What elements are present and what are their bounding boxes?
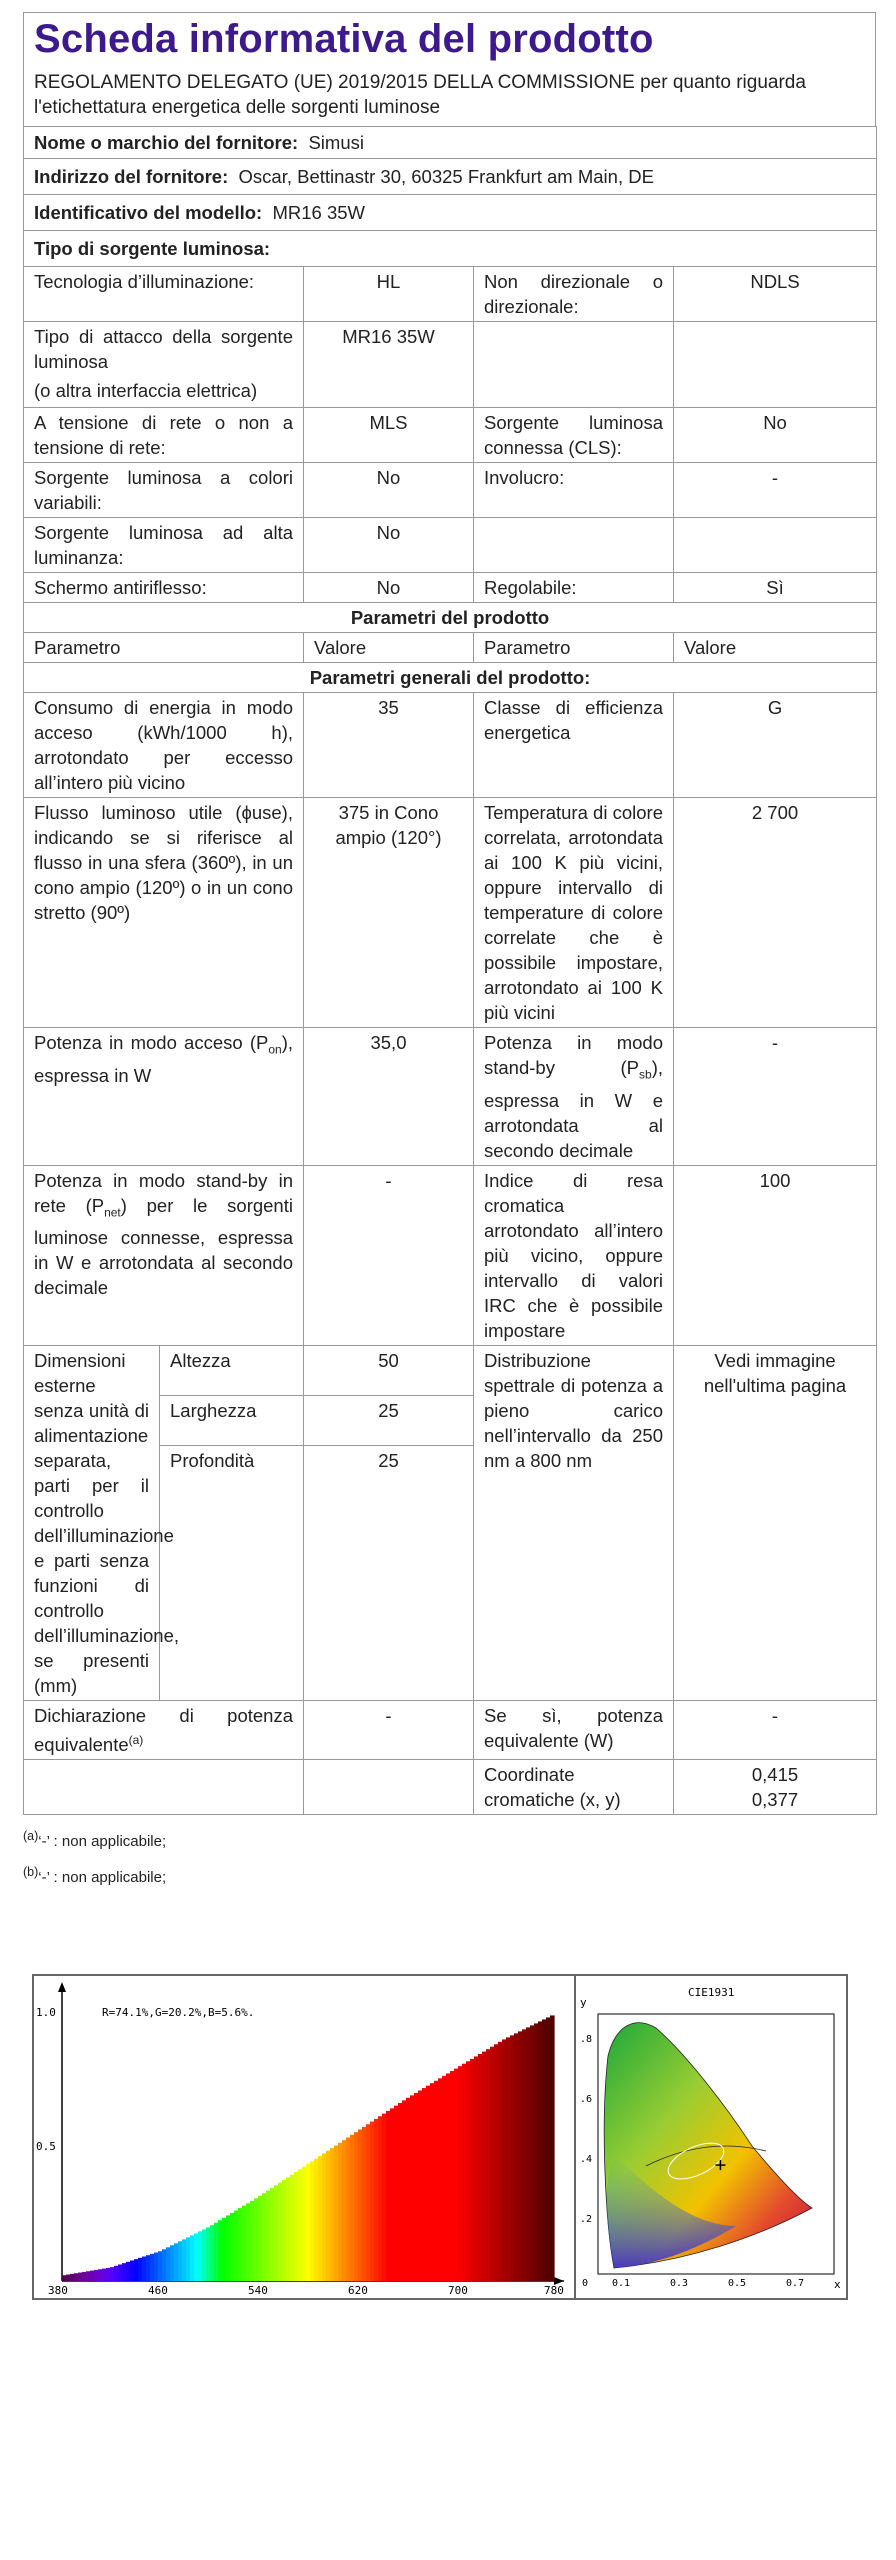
spectrum-bar: [186, 2237, 191, 2281]
spectrum-bar: [110, 2267, 115, 2281]
spectrum-bar: [438, 2078, 443, 2281]
cie-svg: [576, 1976, 846, 2298]
spectrum-bar: [90, 2271, 95, 2281]
spectrum-bar: [498, 2042, 503, 2281]
spectrum-bar: [370, 2122, 375, 2281]
spectrum-bar: [114, 2266, 119, 2281]
spectrum-bar: [118, 2264, 123, 2281]
column-header-row: [24, 633, 877, 663]
spectrum-bar: [234, 2211, 239, 2281]
spd-value: Vedi immagine nell'ultima pagina: [674, 1345, 877, 1700]
energy-value: 35: [304, 693, 474, 798]
cct-label: Temperatura di colore correlata, arrotondata ai 100 K più vicini, oppure intervallo di temperature di colore correlate che è possibile impostare, arrotondato ai 100 K più vicini: [474, 798, 674, 1028]
colour-label: Sorgente luminosa a colori variabili:: [24, 463, 304, 518]
spectrum-bar: [422, 2088, 427, 2281]
spectrum-bar: [158, 2251, 163, 2281]
x-tick-380: 380: [48, 2284, 68, 2297]
cap-row: [24, 322, 877, 408]
spectrum-bar: [310, 2161, 315, 2281]
col-value-2: Valore: [674, 633, 877, 663]
y-tick-1: 1.0: [36, 2006, 56, 2019]
spectrum-bar: [266, 2191, 271, 2281]
col-value-1: Valore: [304, 633, 474, 663]
footnote-a: $^{(a)}$‘-’ : non applicabile;: [23, 1828, 167, 1850]
cie-x-tick-01: 0.1: [612, 2278, 631, 2289]
spectrum-bar: [402, 2100, 407, 2281]
spectrum-bar: [478, 2054, 483, 2281]
spectrum-bar: [274, 2185, 279, 2281]
spectrum-bar: [250, 2201, 255, 2281]
cie-y-label: y: [580, 1996, 587, 2009]
spectrum-bar: [350, 2135, 355, 2281]
spectrum-bar: [362, 2127, 367, 2281]
cls-label: Sorgente luminosa connessa (CLS):: [474, 408, 674, 463]
spectrum-bar: [230, 2213, 235, 2281]
cie-x-tick-0: 0: [582, 2278, 589, 2289]
supplier-address-label: Indirizzo del fornitore:: [34, 166, 229, 187]
height-label: Altezza: [160, 1345, 304, 1395]
psb-value: -: [674, 1028, 877, 1166]
spectrum-bar: [378, 2116, 383, 2281]
cap-value: MR16 35W: [304, 322, 474, 408]
spectrum-bar: [182, 2239, 187, 2281]
equiv-label: Dichiarazione di potenza equivalente$^{(a)}$: [24, 1700, 304, 1759]
charts-panel: [32, 1974, 848, 2300]
spectrum-bar: [510, 2035, 515, 2281]
cct-value: 2 700: [674, 798, 877, 1028]
spectrum-bar: [102, 2269, 107, 2281]
spectrum-bar: [466, 2061, 471, 2281]
spectrum-bar: [374, 2119, 379, 2281]
spectrum-bar: [174, 2243, 179, 2281]
spectrum-bar: [430, 2083, 435, 2281]
spectrum-bar: [398, 2103, 403, 2281]
spectrum-bar: [426, 2086, 431, 2281]
spd-label: Distribuzione spettrale di potenza a pieno carico nell’intervallo da 250 nm a 800 nm: [474, 1345, 674, 1700]
general-params-header: Parametri generali del prodotto:: [24, 663, 877, 693]
spectrum-bar: [390, 2108, 395, 2281]
spectrum-rgb-text: R=74.1%,G=20.2%,B=5.6%.: [102, 2006, 255, 2019]
spectrum-bar: [494, 2044, 499, 2281]
spectrum-bar: [470, 2059, 475, 2281]
spectrum-bar: [458, 2066, 463, 2281]
spectrum-bar: [122, 2263, 127, 2281]
psb-label: Potenza in modo stand-by $(P_{sb})$, espressa in W e arrotondata al secondo decimale: [474, 1028, 674, 1166]
spectrum-bar: [106, 2268, 111, 2281]
spectrum-bar: [522, 2029, 527, 2281]
supplier-address: Oscar, Bettinastr 30, 60325 Frankfurt am Main, DE: [238, 166, 654, 187]
chroma-y: 0,377: [751, 1788, 799, 1810]
spectrum-bar: [70, 2274, 75, 2281]
cie-y-tick-08: .8: [580, 2034, 593, 2045]
spectrum-bar: [454, 2069, 459, 2281]
col-param-1: Parametro: [24, 633, 304, 663]
spectrum-svg: [34, 1976, 574, 2298]
hlls-label: Sorgente luminosa ad alta luminanza:: [24, 518, 304, 573]
light-source-type-label: Tipo di sorgente luminosa:: [34, 238, 271, 259]
spectrum-bar: [66, 2275, 71, 2281]
spectrum-bar: [294, 2172, 299, 2281]
spectrum-bar: [386, 2111, 391, 2281]
spectrum-bar: [326, 2151, 331, 2281]
spectrum-bar: [506, 2037, 511, 2281]
nondir-value: NDLS: [674, 267, 877, 322]
model-id-row: [24, 195, 877, 231]
spectrum-bar: [302, 2167, 307, 2281]
supplier-name-label: Nome o marchio del fornitore:: [34, 132, 299, 153]
spectrum-bar: [242, 2206, 247, 2281]
spectrum-bar: [502, 2039, 507, 2281]
cie-x-tick-07: 0.7: [786, 2278, 805, 2289]
efficiency-class-value: G: [674, 693, 877, 798]
cie-y-tick-04: .4: [580, 2154, 593, 2165]
spectrum-bar: [126, 2262, 131, 2281]
pnet-value: -: [304, 1165, 474, 1345]
spectrum-bar: [334, 2145, 339, 2281]
spectrum-bar: [338, 2143, 343, 2281]
spectrum-bar: [190, 2235, 195, 2281]
spectrum-bar: [446, 2073, 451, 2281]
spectrum-bar: [222, 2218, 227, 2281]
spectrum-bar: [226, 2215, 231, 2281]
supplier-name-row: [24, 127, 877, 159]
spectrum-bar: [94, 2270, 99, 2281]
spectrum-bar: [178, 2241, 183, 2281]
product-params-header: Parametri del prodotto: [24, 603, 877, 633]
spectrum-bar: [214, 2223, 219, 2281]
spectrum-bar: [514, 2033, 519, 2281]
spectrum-bar: [170, 2245, 175, 2281]
cri-label: Indice di resa cromatica arrotondato all’intero più vicino, oppure intervallo di valori IRC che è possibile impostare: [474, 1165, 674, 1345]
dim-value: Sì: [674, 573, 877, 603]
spectrum-bar: [210, 2225, 215, 2281]
cri-value: 100: [674, 1165, 877, 1345]
cie-x-tick-03: 0.3: [670, 2278, 689, 2289]
spectrum-bar: [194, 2233, 199, 2281]
product-information-sheet: [23, 12, 876, 1893]
envelope-value: -: [674, 463, 877, 518]
spectrum-bar: [342, 2140, 347, 2281]
col-param-2: Parametro: [474, 633, 674, 663]
cap-label-note: (o altra interfaccia elettrica): [34, 380, 258, 401]
chroma-x: 0,415: [751, 1763, 799, 1785]
hlls-row: [24, 518, 877, 573]
spectrum-bar: [78, 2273, 83, 2281]
spectrum-bar: [382, 2114, 387, 2281]
spectrum-bar: [282, 2180, 287, 2281]
spectrum-bar: [358, 2130, 363, 2281]
spectrum-bar: [166, 2247, 171, 2281]
spectrum-bar: [162, 2249, 167, 2281]
power-row: [24, 1028, 877, 1166]
spectrum-bars: [62, 2015, 555, 2281]
spectrum-bar: [330, 2148, 335, 2281]
model-id-label: Identificativo del modello:: [34, 202, 263, 223]
footnotes: [23, 1821, 876, 1893]
glare-row: [24, 573, 877, 603]
spectrum-bar: [450, 2071, 455, 2281]
spectrum-bar: [394, 2106, 399, 2281]
chroma-label: Coordinate cromatiche (x, y): [474, 1759, 674, 1814]
cie-y-tick-06: .6: [580, 2094, 593, 2105]
chromaticity-row: [24, 1759, 877, 1814]
dimensions-label: Dimensioni esterne senza unità di alimentazione separata, parti per il controllo dell’illuminazione e parti senza funzioni di controllo dell’illuminazione, se presenti (mm): [24, 1345, 160, 1700]
mains-value: MLS: [304, 408, 474, 463]
spectrum-bar: [82, 2272, 87, 2281]
spectrum-bar: [474, 2056, 479, 2281]
pon-label: Potenza in modo acceso $(P_{on})$, espressa in W: [24, 1028, 304, 1166]
model-id: MR16 35W: [272, 202, 366, 223]
efficiency-class-label: Classe di efficienza energetica: [474, 693, 674, 798]
pnet-label: Potenza in modo stand-by in rete $(P_{net})$ per le sorgenti luminose connesse, espressa in W e arrotondata al secondo decimale: [24, 1165, 304, 1345]
dim-label: Regolabile:: [474, 573, 674, 603]
spectrum-bar: [354, 2132, 359, 2281]
spectrum-bar: [306, 2164, 311, 2281]
spectrum-bar: [270, 2188, 275, 2281]
spectrum-bar: [134, 2259, 139, 2281]
equivalent-row: [24, 1700, 877, 1759]
tech-row: [24, 267, 877, 322]
spectrum-bar: [414, 2093, 419, 2281]
nondir-label: Non direzionale o direzionale:: [474, 267, 674, 322]
cie-chart: [576, 1976, 846, 2298]
spectrum-bar: [346, 2138, 351, 2282]
general-params-header-row: [24, 663, 877, 693]
spectrum-bar: [154, 2253, 159, 2281]
cie-title: CIE1931: [688, 1986, 735, 1999]
spectrum-bar: [206, 2227, 211, 2281]
mains-row: [24, 408, 877, 463]
cie-x-tick-05: 0.5: [728, 2278, 747, 2289]
spectrum-bar: [406, 2098, 411, 2281]
spectrum-bar: [546, 2017, 551, 2281]
pon-value: 35,0: [304, 1028, 474, 1166]
spectrum-bar: [534, 2023, 539, 2281]
spectrum-bar: [298, 2169, 303, 2281]
spectrum-bar: [286, 2177, 291, 2281]
spectrum-bar: [202, 2229, 207, 2281]
flux-label: Flusso luminoso utile (ϕuse), indicando se si riferisce al flusso in una sfera (360º), in un cono ampio (120º) o in un cono stretto (90º): [24, 798, 304, 1028]
height-value: 50: [304, 1345, 474, 1395]
depth-value: 25: [304, 1445, 474, 1700]
tech-value: HL: [304, 267, 474, 322]
chroma-value: [674, 1759, 877, 1814]
energy-row: [24, 693, 877, 798]
spectrum-bar: [238, 2208, 243, 2281]
x-tick-540: 540: [248, 2284, 268, 2297]
spectrum-bar: [138, 2258, 143, 2281]
spectrum-bar: [318, 2156, 323, 2281]
spectrum-bar: [538, 2021, 543, 2281]
width-value: 25: [304, 1395, 474, 1445]
equiv-value: -: [304, 1700, 474, 1759]
spectrum-bar: [290, 2175, 295, 2281]
cie-x-label: x: [834, 2278, 841, 2291]
spectrum-bar: [526, 2027, 531, 2281]
standby-network-row: [24, 1165, 877, 1345]
spectrum-bar: [542, 2019, 547, 2281]
spectrum-bar: [74, 2273, 79, 2281]
envelope-label: Involucro:: [474, 463, 674, 518]
spectrum-bar: [462, 2064, 467, 2281]
spectrum-bar: [418, 2090, 423, 2281]
spectrum-bar: [254, 2198, 259, 2281]
light-source-type-row: [24, 231, 877, 267]
regulation-text: REGOLAMENTO DELEGATO (UE) 2019/2015 DELLA COMMISSIONE per quanto riguarda l'etichettatura energetica delle sorgenti luminose: [34, 72, 806, 118]
spectrum-bar: [98, 2269, 103, 2281]
spectrum-bar: [550, 2015, 555, 2281]
cie-y-tick-02: .2: [580, 2214, 593, 2225]
spectrum-bar: [150, 2254, 155, 2281]
depth-label: Profondità: [160, 1445, 304, 1700]
spectrum-bar: [198, 2231, 203, 2281]
spectrum-bar: [434, 2081, 439, 2281]
x-tick-780: 780: [544, 2284, 564, 2297]
colour-value: No: [304, 463, 474, 518]
flux-row: [24, 798, 877, 1028]
spectrum-bar: [258, 2196, 263, 2281]
product-params-header-row: [24, 603, 877, 633]
y-axis-arrow: [58, 1982, 66, 1992]
spectrum-bar: [314, 2159, 319, 2281]
spectrum-bar: [518, 2031, 523, 2281]
footnote-b: $^{(b)}$‘-’ : non applicabile;: [23, 1864, 167, 1886]
x-tick-620: 620: [348, 2284, 368, 2297]
mains-label: A tensione di rete o non a tensione di rete:: [24, 408, 304, 463]
spectrum-bar: [366, 2124, 371, 2281]
spectrum-bar: [146, 2255, 151, 2281]
spectrum-bar: [278, 2183, 283, 2281]
spectrum-bar: [62, 2275, 67, 2281]
spectrum-bar: [246, 2203, 251, 2281]
spectrum-bar: [410, 2095, 415, 2281]
energy-label: Consumo di energia in modo acceso (kWh/1000 h), arrotondato per eccesso all’intero più vicino: [24, 693, 304, 798]
spectrum-bar: [142, 2257, 147, 2281]
spectrum-bar: [322, 2153, 327, 2281]
page-title: Scheda informativa del prodotto: [34, 17, 654, 61]
spectrum-bar: [530, 2025, 535, 2281]
spectrum-bar: [218, 2220, 223, 2281]
x-tick-460: 460: [148, 2284, 168, 2297]
width-label: Larghezza: [160, 1395, 304, 1445]
spectrum-bar: [442, 2076, 447, 2281]
tech-label: Tecnologia d’illuminazione:: [24, 267, 304, 322]
supplier-name: Simusi: [308, 132, 364, 153]
glare-label: Schermo antiriflesso:: [24, 573, 304, 603]
cls-value: No: [674, 408, 877, 463]
y-tick-05: 0.5: [36, 2140, 56, 2153]
flux-value: 375 in Cono ampio (120°): [304, 798, 474, 1028]
equiv-w-value: -: [674, 1700, 877, 1759]
supplier-address-row: [24, 159, 877, 195]
cap-label: Tipo di attacco della sorgente luminosa: [34, 326, 293, 372]
glare-value: No: [304, 573, 474, 603]
spectrum-bar: [482, 2052, 487, 2281]
spectrum-bar: [262, 2193, 267, 2281]
equiv-w-label: Se sì, potenza equivalente (W): [474, 1700, 674, 1759]
hlls-value: No: [304, 518, 474, 573]
spectrum-bar: [490, 2047, 495, 2281]
colour-row: [24, 463, 877, 518]
spectrum-bar: [130, 2261, 135, 2282]
spectrum-bar: [486, 2049, 491, 2281]
product-table: [23, 126, 877, 1815]
x-tick-700: 700: [448, 2284, 468, 2297]
spectrum-bar: [86, 2271, 91, 2281]
spectrum-chart: [34, 1976, 576, 2298]
sheet-header: [23, 12, 876, 126]
dimensions-row: [24, 1345, 877, 1395]
